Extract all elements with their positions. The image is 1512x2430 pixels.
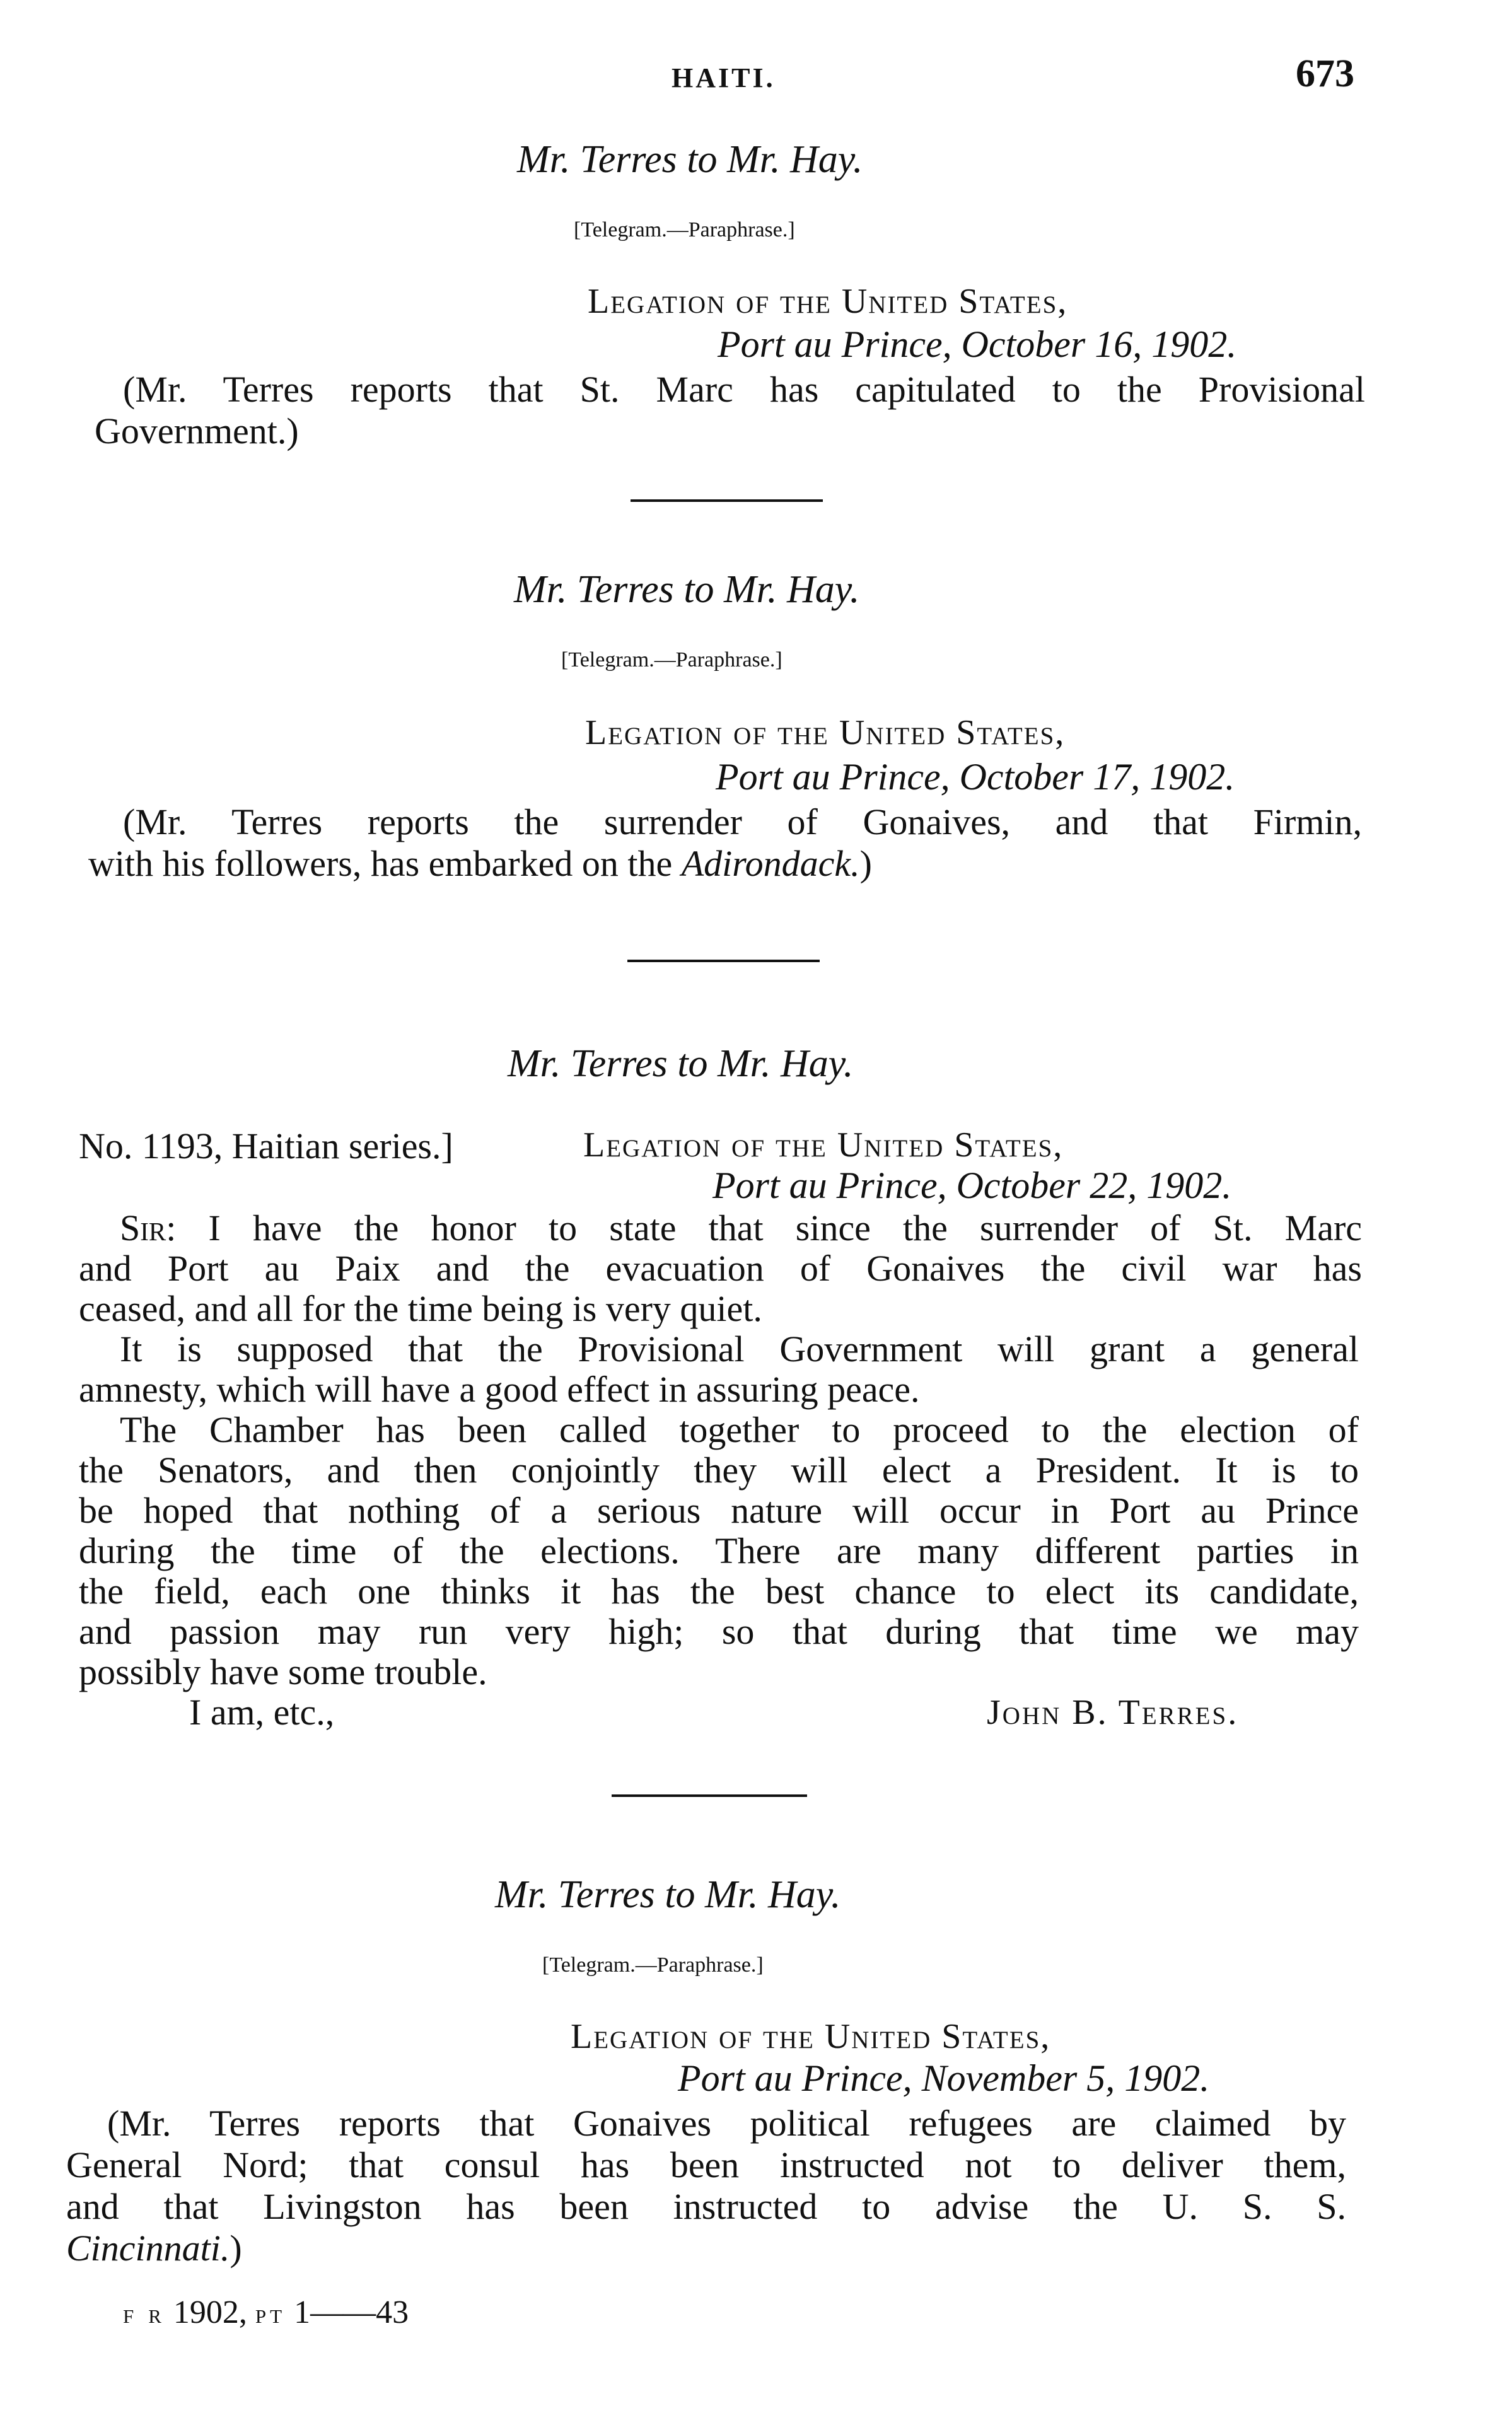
entry-1-heading: Mr. Terres to Mr. Hay. bbox=[517, 138, 863, 181]
separator-rule-2 bbox=[627, 960, 820, 962]
entry-4-line-3: and that Livingston has been instructed to advise the U. S. S. bbox=[66, 2186, 1346, 2227]
separator-rule-1 bbox=[631, 499, 823, 502]
closing: I am, etc., bbox=[189, 1692, 335, 1733]
entry-2-date: Port au Prince, October 17, 1902. bbox=[716, 756, 1235, 798]
entry-4-line-1: (Mr. Terres reports that Gonaives political refugees are claimed by bbox=[107, 2103, 1346, 2144]
entry-2-line-2: with his followers, has embarked on the Adirondack.) bbox=[88, 843, 872, 884]
entry-2-line-1: (Mr. Terres reports the surrender of Gonaives, and that Firmin, bbox=[123, 801, 1362, 842]
entry-3-line-10: the field, each one thinks it has the best chance to elect its candidate, bbox=[79, 1571, 1359, 1612]
signature-mark-footer: f r 1902, pt 1——43 bbox=[123, 2294, 409, 2330]
entry-4-heading: Mr. Terres to Mr. Hay. bbox=[495, 1873, 841, 1916]
entry-1-legation: Legation of the United States, bbox=[588, 282, 1068, 321]
page-number: 673 bbox=[1296, 52, 1354, 95]
signature: John B. Terres. bbox=[987, 1693, 1239, 1732]
entry-3-series: No. 1193, Haitian series.] bbox=[79, 1125, 453, 1166]
entry-3-heading: Mr. Terres to Mr. Hay. bbox=[508, 1042, 854, 1085]
entry-4-note: [Telegram.—Paraphrase.] bbox=[542, 1953, 764, 1977]
ship-name-cincinnati: Cincinnati. bbox=[66, 2228, 230, 2269]
entry-4-line-4: Cincinnati.) bbox=[66, 2228, 242, 2269]
entry-4-date: Port au Prince, November 5, 1902. bbox=[678, 2057, 1210, 2099]
entry-3-line-5: amnesty, which will have a good effect in assuring peace. bbox=[79, 1369, 920, 1410]
salutation: Sir: bbox=[120, 1207, 177, 1248]
entry-3-line-8: be hoped that nothing of a serious nature will occur in Port au Prince bbox=[79, 1490, 1359, 1531]
entry-3-line-6: The Chamber has been called together to proceed to the election of bbox=[120, 1409, 1359, 1450]
entry-1-line-1: (Mr. Terres reports that St. Marc has capitulated to the Provisional bbox=[123, 369, 1365, 410]
entry-2-heading: Mr. Terres to Mr. Hay. bbox=[514, 568, 860, 611]
entry-3-line-9: during the time of the elections. There are many different parties in bbox=[79, 1530, 1359, 1571]
entry-3-line-2: and Port au Paix and the evacuation of Gonaives the civil war has bbox=[79, 1248, 1362, 1289]
entry-3-line-11: and passion may run very high; so that during that time we may bbox=[79, 1611, 1359, 1652]
entry-3-date: Port au Prince, October 22, 1902. bbox=[712, 1165, 1232, 1206]
entry-3-line-7: the Senators, and then conjointly they will elect a President. It is to bbox=[79, 1450, 1359, 1491]
entry-1-note: [Telegram.—Paraphrase.] bbox=[574, 218, 795, 241]
entry-4-legation: Legation of the United States, bbox=[571, 2017, 1051, 2056]
entry-4-line-2: General Nord; that consul has been instructed not to deliver them, bbox=[66, 2144, 1346, 2185]
entry-2-legation: Legation of the United States, bbox=[585, 713, 1066, 752]
entry-3-line-12: possibly have some trouble. bbox=[79, 1651, 487, 1692]
entry-1-line-2: Government.) bbox=[95, 410, 299, 451]
ship-name-adirondack: Adirondack. bbox=[681, 843, 860, 884]
entry-3-line-1: Sir: I have the honor to state that since the surrender of St. Marc bbox=[120, 1207, 1362, 1248]
entry-3-line-4: It is supposed that the Provisional Government will grant a general bbox=[120, 1328, 1359, 1369]
entry-1-date: Port au Prince, October 16, 1902. bbox=[718, 323, 1237, 365]
entry-3-line-3: ceased, and all for the time being is very quiet. bbox=[79, 1288, 762, 1329]
entry-2-note: [Telegram.—Paraphrase.] bbox=[561, 648, 782, 671]
separator-rule-3 bbox=[612, 1794, 807, 1797]
entry-3-legation: Legation of the United States, bbox=[583, 1125, 1064, 1165]
running-head: HAITI. bbox=[672, 62, 776, 93]
